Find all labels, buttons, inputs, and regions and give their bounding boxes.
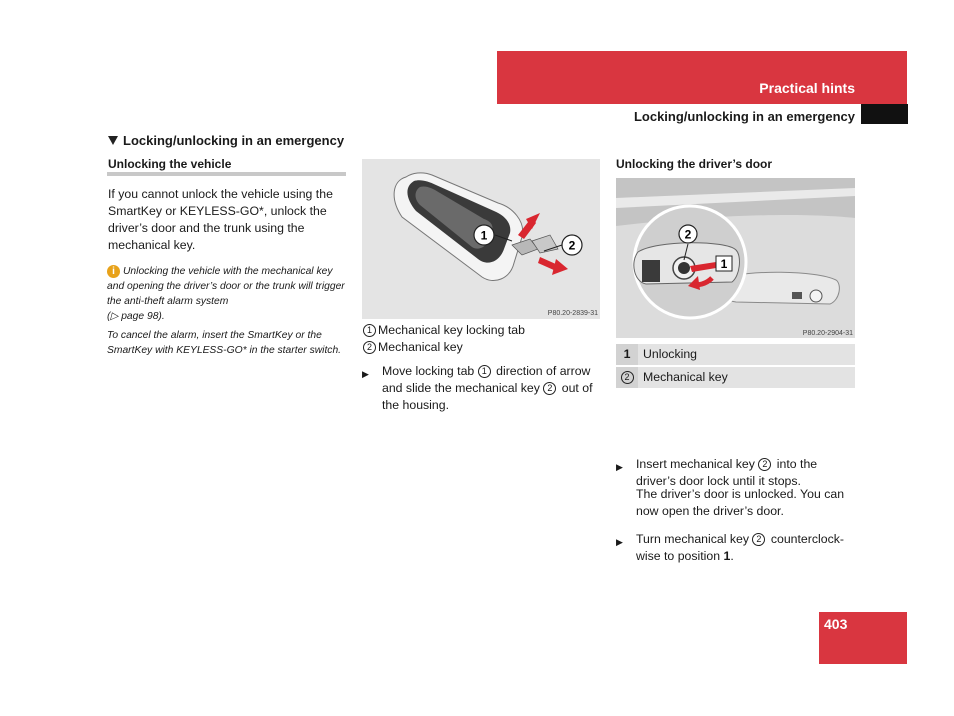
section-rule (107, 172, 346, 176)
section-title: Practical hints (759, 80, 855, 96)
smartkey-figure (362, 159, 600, 319)
alarm-note-text: Unlocking the vehicle with the mechanical key and opening the driver’s door or the trunk will trigger the anti-theft alarm system (107, 266, 345, 307)
bullet-arrow-icon: ▶ (362, 369, 369, 379)
header-red-tab (497, 51, 907, 104)
figure-code: P80.20-2839-31 (547, 310, 598, 317)
step-turn-key (616, 531, 858, 565)
step-text: out of the housing. (382, 381, 593, 412)
position-table-row (616, 344, 855, 365)
step-num: 2 (752, 533, 765, 546)
figure-callout-2: 2 (568, 238, 576, 253)
door-handle-illustration (616, 178, 855, 338)
triangle-down-icon (108, 136, 118, 145)
left-paragraph: If you cannot unlock the vehicle using the SmartKey or KEYLESS-GO*, unlock the driver’s door and the trunk using the mechanical key. (108, 187, 333, 252)
position-key-circle: 2 (621, 371, 634, 384)
legend-text: Mechanical key locking tab (378, 323, 525, 337)
smartkey-illustration (362, 159, 600, 319)
position-table-row (616, 367, 855, 388)
legend-num: 1 (363, 324, 376, 337)
legend-item (363, 322, 601, 339)
result-text: The driver’s door is unlocked. You can now open the driver’s door. (636, 487, 845, 518)
position-value: Unlocking (643, 347, 697, 361)
page-number: 403 (824, 616, 848, 632)
position-key (616, 367, 638, 388)
main-heading-text: Locking/unlocking in an emergency (123, 133, 345, 148)
figure-callout-1: 1 (480, 228, 488, 243)
step-text: direction of arrow and slide the mechanical key (382, 364, 591, 395)
step-move-tab (362, 363, 600, 414)
step-text: Turn mechanical key (636, 532, 749, 546)
chapter-marker (861, 104, 908, 124)
bullet-arrow-icon: ▶ (616, 537, 623, 547)
door-figure-code: P80.20-2904-31 (802, 330, 853, 337)
legend-num: 2 (363, 341, 376, 354)
step-text: Move locking tab (382, 364, 475, 378)
bullet-arrow-icon: ▶ (616, 462, 623, 472)
door-figure (616, 178, 855, 338)
step-text: . (730, 549, 734, 563)
figure-legend (363, 322, 601, 356)
subsection-title: Locking/unlocking in an emergency (633, 109, 855, 124)
step-text: counterclock-wise to position (636, 532, 844, 563)
step-num: 2 (758, 458, 771, 471)
position-value: Mechanical key (643, 370, 728, 384)
position-number: 1 (723, 549, 731, 563)
page-reference[interactable]: (▷ page 98). (107, 311, 165, 322)
door-callout-2: 2 (684, 227, 692, 242)
position-key: 1 (616, 344, 638, 365)
legend-item (363, 339, 601, 356)
step-num: 2 (543, 382, 556, 395)
step-text: into the driver’s door lock until it stops. (636, 457, 818, 488)
alarm-note (107, 264, 347, 324)
left-subheading: Unlocking the vehicle (108, 157, 232, 171)
step-insert-key (616, 456, 858, 490)
step-num: 1 (478, 365, 491, 378)
right-subheading: Unlocking the driver’s door (616, 157, 773, 171)
info-icon: i (107, 265, 120, 278)
step-text: Insert mechanical key (636, 457, 755, 471)
cancel-alarm-note: To cancel the alarm, insert the SmartKey or the SmartKey with KEYLESS-GO* in the starter switch. (107, 330, 342, 356)
legend-text: Mechanical key (378, 340, 463, 354)
door-callout-1: 1 (720, 257, 728, 271)
main-heading (108, 133, 344, 148)
